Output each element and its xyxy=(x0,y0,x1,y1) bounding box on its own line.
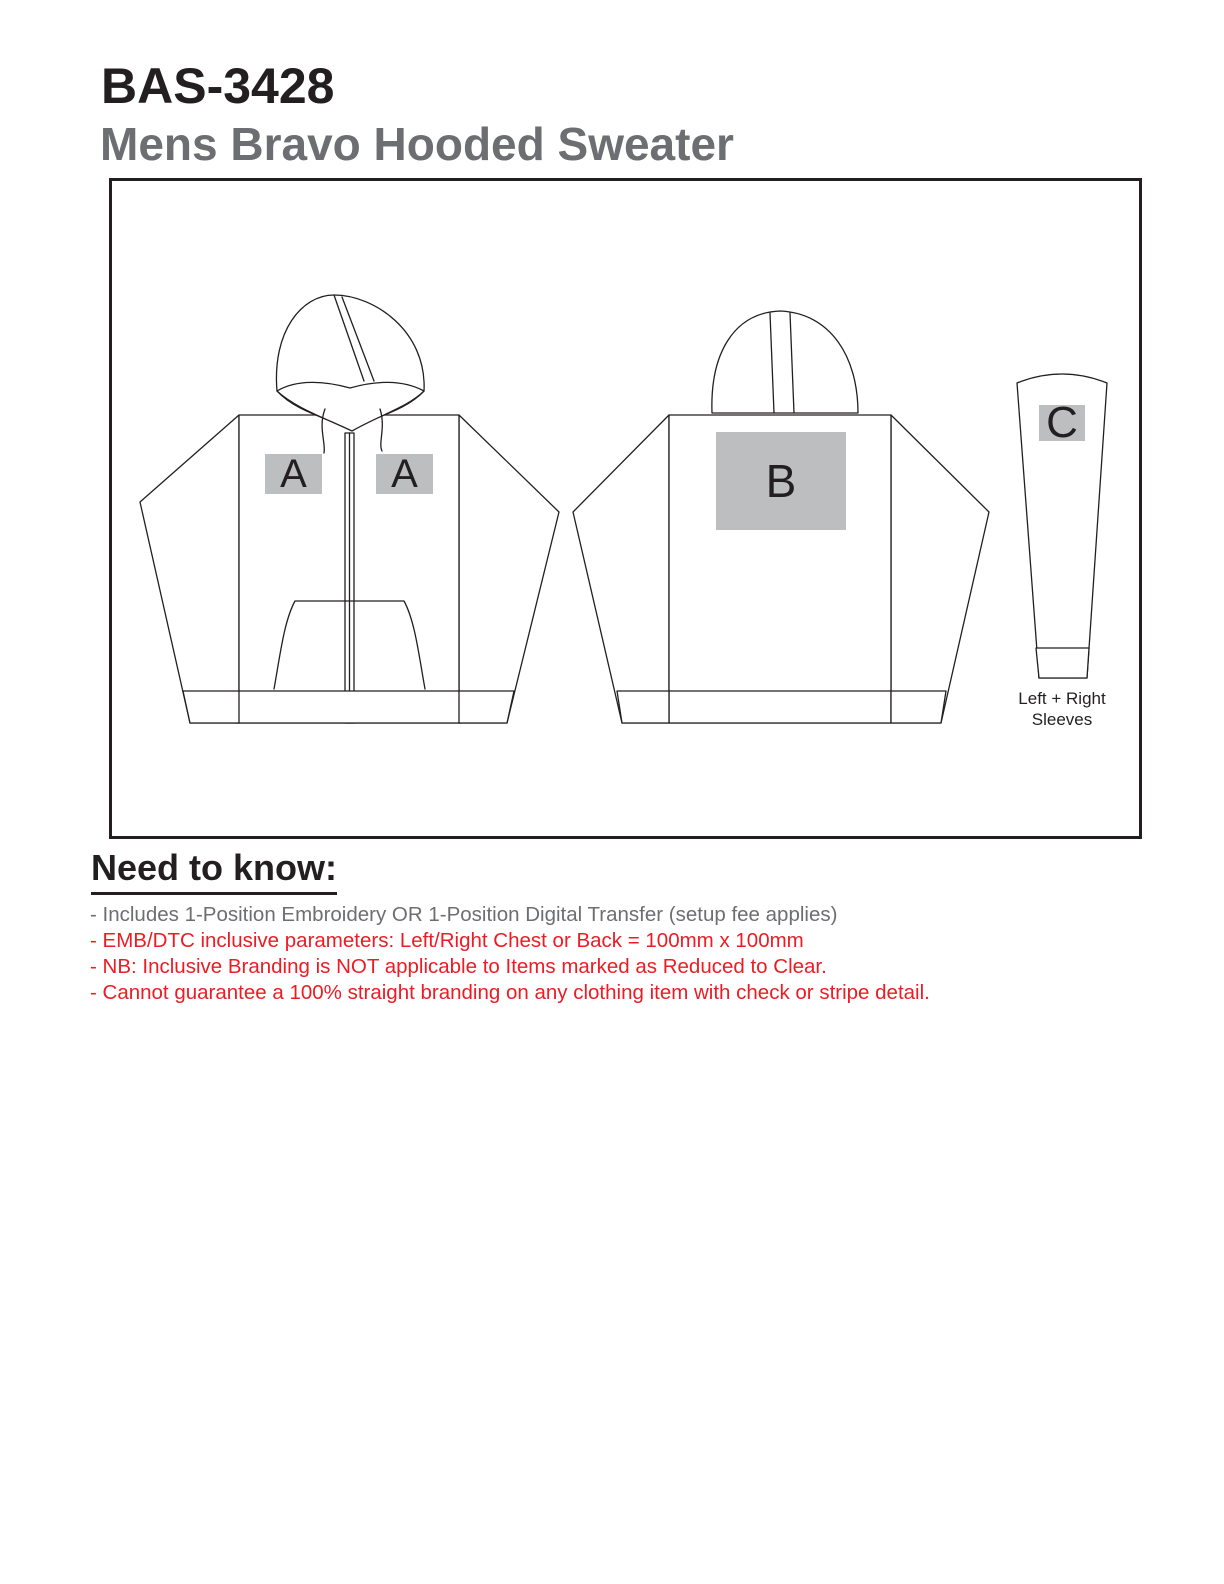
front-view-outline xyxy=(140,295,559,723)
zone-c-sleeve: C xyxy=(1039,405,1085,441)
sleeve-caption xyxy=(1003,688,1121,730)
back-right-sleeve xyxy=(891,415,989,723)
zone-b-back: B xyxy=(716,432,846,530)
front-right-cuff xyxy=(459,691,514,723)
front-right-sleeve xyxy=(459,415,559,723)
need-to-know-heading: Need to know: xyxy=(91,846,337,895)
back-left-cuff xyxy=(617,691,669,723)
note-item: - NB: Inclusive Branding is NOT applicable to Items marked as Reduced to Clear. xyxy=(90,955,827,978)
front-waistband xyxy=(235,691,461,723)
back-right-cuff xyxy=(891,691,946,723)
back-waistband xyxy=(669,691,891,723)
note-item: - Cannot guarantee a 100% straight branding on any clothing item with check or stripe detail. xyxy=(90,981,930,1004)
zone-a-left-chest: A xyxy=(265,454,322,494)
garment-illustration xyxy=(112,181,1139,836)
back-left-sleeve xyxy=(573,415,669,723)
note-item: - EMB/DTC inclusive parameters: Left/Right Chest or Back = 100mm x 100mm xyxy=(90,929,804,952)
need-to-know-list xyxy=(90,902,930,1006)
back-hood xyxy=(712,311,858,413)
product-name: Mens Bravo Hooded Sweater xyxy=(100,118,734,170)
sleeve-caption-line-2: Sleeves xyxy=(1031,710,1093,729)
garment-diagram xyxy=(109,178,1142,839)
note-item: - Includes 1-Position Embroidery OR 1-Position Digital Transfer (setup fee applies) xyxy=(90,903,838,926)
zone-a-right-chest: A xyxy=(376,454,433,494)
sleeve-caption-line-1: Left + Right xyxy=(1018,689,1106,708)
sleeve-cuff xyxy=(1036,648,1089,678)
product-code: BAS-3428 xyxy=(101,58,335,114)
front-left-cuff xyxy=(183,691,239,723)
front-left-sleeve xyxy=(140,415,239,723)
